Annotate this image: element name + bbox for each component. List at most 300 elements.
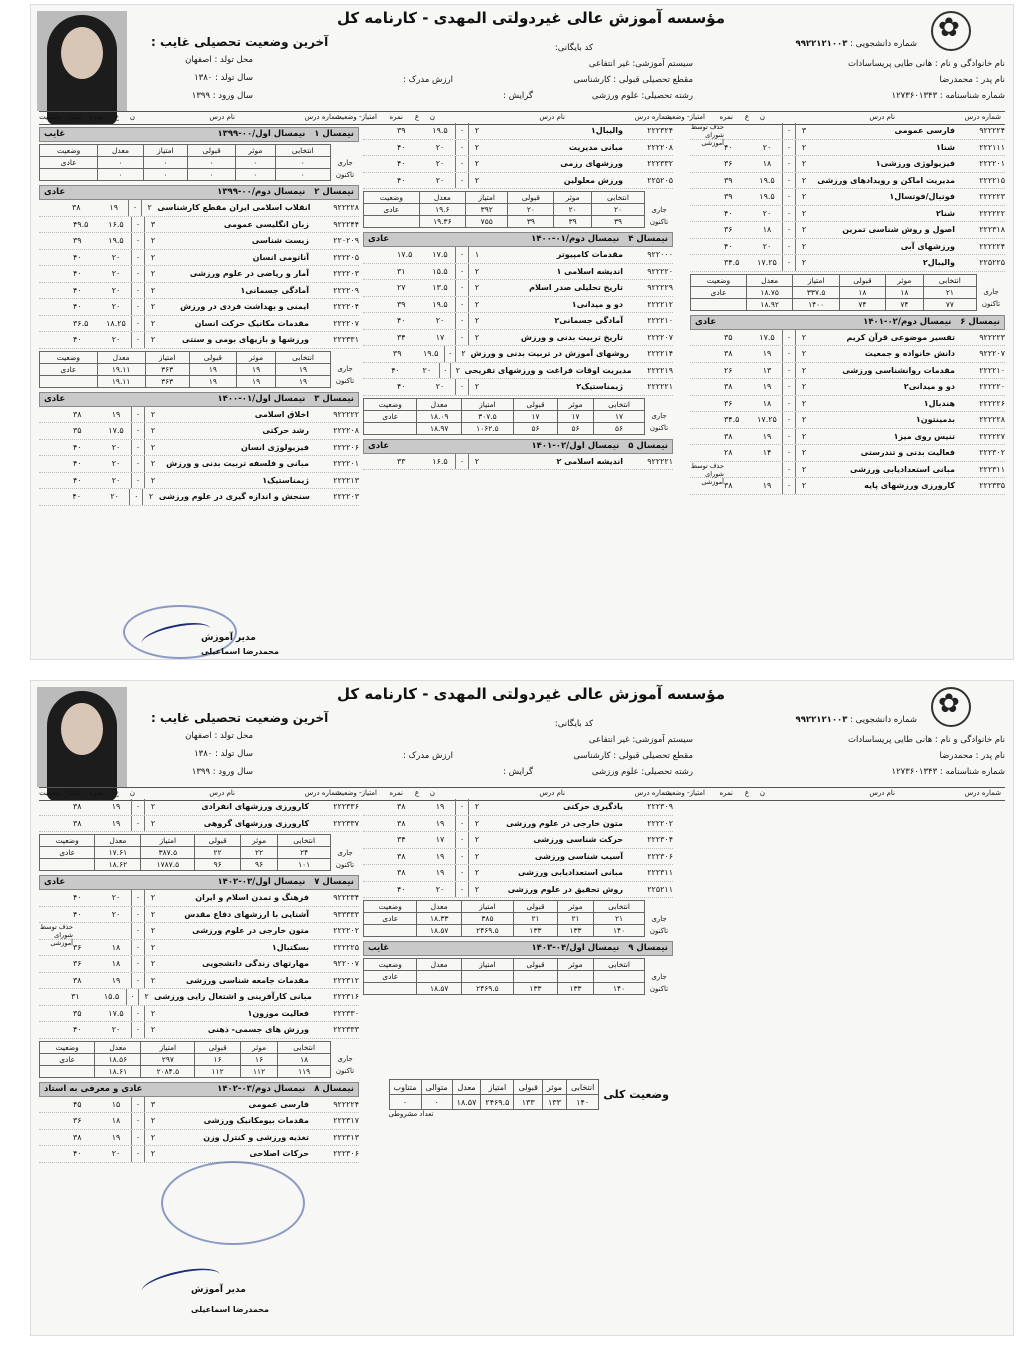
course-remark	[39, 250, 73, 266]
course-row	[363, 454, 673, 471]
course-grade: ۲۰	[111, 335, 121, 344]
course-row	[363, 330, 673, 347]
course-code: ۹۲۲۲۲۴	[333, 1099, 359, 1109]
course-grade: ۱۹	[111, 409, 121, 419]
summary-value	[40, 169, 98, 181]
course-units: ۲	[468, 297, 485, 313]
course-grade: ۱۸	[762, 159, 772, 168]
course-name: مدیریت اماکن و رویدادهای ورزشی	[817, 175, 955, 185]
course-units: ۲	[795, 478, 812, 494]
course-units: ۲	[144, 907, 161, 923]
course-units: ۲	[450, 363, 464, 379]
course-remark	[39, 890, 73, 906]
summary-value: ۰	[188, 169, 236, 181]
course-remark	[363, 173, 397, 189]
summary-header: امتیاز	[145, 351, 189, 363]
course-points: ۴۰	[724, 241, 733, 251]
course-code: ۲۲۲۲۰۸	[333, 426, 359, 435]
summary-value: ۷۵۵	[466, 216, 508, 228]
course-code: ۲۲۲۲۲۷	[979, 431, 1005, 441]
summary-header: قبولی	[188, 145, 236, 157]
course-remark	[39, 473, 73, 489]
course-practical: ۰	[128, 200, 141, 216]
course-points	[724, 123, 752, 139]
course-grade: ۱۸	[111, 959, 121, 968]
course-name: آمار و ریاضی در علوم ورزشی	[189, 269, 309, 278]
summary-value: ۰	[236, 157, 275, 169]
course-name: شنا۲	[935, 208, 955, 218]
summary-value: ۱۷۸۷.۵	[141, 859, 195, 871]
course-remark: حذف توسط شورای آموزشی	[690, 461, 724, 486]
summary-header: معدل	[95, 1041, 141, 1053]
course-units: ۲	[144, 316, 161, 332]
course-grade: ۲۰	[111, 1149, 121, 1158]
course-grade: ۱۹.۵	[432, 126, 448, 135]
summary-header: امتیاز	[461, 959, 513, 971]
course-code: ۲۲۲۲۱۰	[647, 316, 673, 325]
course-units: ۲	[468, 173, 485, 189]
course-practical: ۰	[131, 473, 144, 489]
course-row	[39, 316, 359, 333]
course-points: ۳۹	[724, 192, 733, 201]
course-code: ۲۲۲۳۰۲	[979, 448, 1005, 457]
course-remark	[363, 330, 397, 346]
summary-value: ۰	[188, 157, 236, 169]
course-units: ۲	[144, 407, 161, 423]
summary-row-label: تاکنون	[335, 1067, 355, 1075]
course-code: ۲۲۲۲۲۵	[333, 942, 359, 952]
father-row: نام پدر : محمدرضا	[939, 75, 1005, 85]
course-row	[690, 478, 1005, 495]
course-name: اخلاق اسلامی	[254, 409, 309, 419]
course-code: ۲۲۲۱۱۱	[979, 142, 1005, 152]
summary-value: ۹۶	[240, 859, 277, 871]
course-row	[39, 266, 359, 283]
summary-row-label: جاری	[337, 1055, 353, 1063]
course-code: ۲۲۲۳۳۱	[333, 335, 359, 344]
course-code: ۲۲۲۳۱۳	[333, 1132, 359, 1142]
course-code: ۲۲۲۲۱۴	[647, 349, 673, 358]
course-code: ۲۲۲۲۲۰	[979, 382, 1005, 391]
course-grade: ۱۹	[435, 818, 445, 828]
summary-header: قبولی	[195, 1041, 241, 1053]
summary-value: ۱۹.۳۶	[419, 216, 465, 228]
course-code: ۲۲۲۲۰۶	[333, 442, 359, 452]
summary-value	[557, 971, 593, 983]
course-name: حرکات اصلاحی	[249, 1149, 309, 1158]
course-name: آشنایی با ارزشهای دفاع مقدس	[184, 909, 309, 919]
course-row	[39, 799, 359, 816]
course-name: یادگیری حرکتی	[563, 802, 623, 811]
summary-row-label: جاری	[337, 848, 353, 857]
course-points: ۴۰	[72, 492, 81, 501]
course-grade: ۱۹.۵	[759, 175, 775, 185]
institute-title: مؤسسه آموزش عالی غیردولتی المهدی - کارنامه کل	[337, 9, 725, 27]
course-name: آمادگی جسمانی۲	[554, 316, 623, 325]
course-practical: ۰	[782, 412, 795, 428]
summary-header: انتخابی	[594, 959, 645, 971]
course-points: ۳۴	[397, 835, 406, 844]
summary-value: ۲۲	[195, 847, 241, 859]
course-units: ۲	[468, 330, 485, 346]
summary-header: انتخابی	[923, 274, 976, 286]
course-code: ۲۲۲۳۱۷	[333, 1116, 359, 1125]
course-name: مهارتهای زندگی دانشجویی	[202, 959, 309, 968]
course-remark	[39, 299, 73, 315]
summary-value: ۱۸.۹۷	[417, 422, 461, 434]
summary-value: ۱۸	[839, 286, 885, 298]
summary-header: وضعیت	[364, 959, 417, 971]
course-remark	[39, 1113, 73, 1129]
course-code: ۹۲۲۲۲۲	[333, 409, 359, 419]
summary-value: ۳۹۲	[466, 204, 508, 216]
course-remark	[39, 283, 73, 299]
course-row	[39, 1146, 359, 1163]
course-remark	[363, 832, 397, 848]
course-row	[363, 363, 673, 380]
course-practical: ۰	[131, 407, 144, 423]
birthplace-row: محل تولد : اصفهان	[185, 55, 253, 65]
signature-name: محمدرضا اسماعیلی	[201, 647, 279, 656]
course-points: ۴۰	[397, 142, 406, 152]
summary-header: وضعیت	[40, 145, 98, 157]
degree-row: مقطع تحصیلی قبولی : کارشناسی	[573, 751, 693, 761]
course-row	[363, 882, 673, 899]
course-practical: ۰	[439, 363, 450, 379]
course-name: مقدمات بیومکانیک ورزشی	[203, 1116, 309, 1125]
course-practical: ۰	[131, 1113, 144, 1129]
course-name: هندبال۱	[923, 398, 955, 408]
course-remark	[39, 816, 73, 832]
course-remark	[690, 222, 724, 238]
national-id-row: شماره شناسنامه : ۱۲۷۳۶۰۱۳۴۳	[891, 91, 1005, 101]
course-grade	[752, 462, 782, 478]
course-practical: ۰	[131, 1097, 144, 1113]
course-units: ۲	[468, 799, 485, 815]
summary-value: ۲۲	[240, 847, 277, 859]
column-header-bar: شماره درس نام درس ن ع نمره امتیاز- وضعیت شماره درس نام درس ن ع نمره امتیاز- وضعیت شماره درس نام درس ن ع نمره امتیاز- وضعیت	[39, 787, 1005, 801]
course-code: ۲۲۲۳۱۱	[647, 868, 673, 877]
course-remark	[690, 173, 724, 189]
summary-value: ۱۸.۵۷	[417, 983, 461, 995]
course-remark	[363, 849, 397, 865]
course-practical: ۰	[131, 1130, 144, 1146]
course-code: ۲۲۲۳۰۴	[647, 835, 673, 844]
term-summary-table	[39, 1041, 359, 1078]
course-units: ۲	[795, 206, 812, 222]
course-points: ۴۰	[397, 884, 406, 894]
course-remark	[39, 1130, 73, 1146]
course-grade: ۱۸	[111, 942, 121, 952]
course-practical: ۰	[455, 816, 468, 832]
course-practical: ۰	[782, 189, 795, 205]
term-summary-table	[39, 834, 359, 871]
summary-row-label: تاکنون	[649, 926, 669, 935]
overall-status-box: وضعیت کلی انتخابی موثر قبولی امتیاز معدل متوالی متناوب ۱۴۰ ۱۳۳ ۱۳۳ ۲۴۶۹.۵ ۱۸.۵۷ ۰ ۰ تعداد مشروطی	[389, 1079, 673, 1118]
course-name: شنا۱	[935, 142, 955, 152]
course-practical: ۰	[782, 445, 795, 461]
course-row	[690, 396, 1005, 413]
summary-header: انتخابی	[591, 192, 644, 204]
course-name: اصول و روش شناسی تمرین	[842, 225, 955, 234]
term-summary-table	[363, 958, 673, 995]
summary-header: موثر	[237, 351, 276, 363]
course-points: ۳۸	[73, 818, 82, 828]
course-grade: ۱۶.۵	[108, 219, 124, 229]
course-name: دو و میدانی۲	[903, 382, 955, 391]
course-code: ۲۲۰۲۰۹	[333, 236, 359, 245]
course-points: ۴۰	[73, 1149, 82, 1158]
summary-value: ۱۷	[557, 410, 593, 422]
summary-value: ۱۳۳	[557, 925, 593, 937]
summary-value: ۲۴	[278, 847, 331, 859]
course-code: ۹۲۲۰۰۰	[647, 250, 673, 259]
course-code: ۲۲۲۳۳۶	[333, 802, 359, 811]
course-remark	[363, 156, 397, 172]
course-code: ۲۲۲۲۰۳	[333, 269, 359, 278]
course-practical: ۰	[455, 799, 468, 815]
summary-header: معدل	[95, 835, 141, 847]
course-name: والیبال۲	[922, 258, 955, 267]
course-remark	[39, 456, 73, 472]
course-remark	[39, 1146, 73, 1162]
term-8-band: نیمسال ۸ نیمسال دوم/۰۳-۱۴۰۲ عادی و معرفی به استاد	[39, 1082, 359, 1097]
summary-value: ۲۰	[591, 204, 644, 216]
course-grade: ۱۹	[109, 203, 118, 212]
course-practical: ۰	[782, 363, 795, 379]
course-points: ۳۸	[724, 431, 733, 441]
course-remark	[363, 865, 397, 881]
course-points: ۳۸	[73, 802, 82, 811]
course-units: ۲	[795, 412, 812, 428]
overall-subheader: تعداد مشروطی	[388, 1110, 434, 1118]
summary-value: ۵۶	[513, 422, 557, 434]
course-row	[39, 816, 359, 833]
course-name: بدمینتون۱	[915, 415, 955, 424]
summary-header: وضعیت	[691, 274, 747, 286]
summary-value: ۱۴۰۰	[793, 298, 839, 310]
course-remark	[690, 330, 724, 346]
course-code: ۲۲۵۲۰۵	[647, 175, 673, 185]
summary-header: امتیاز	[793, 274, 839, 286]
signature-scribble-icon	[139, 1263, 222, 1303]
course-name: ژیمناستیک۱	[262, 475, 309, 485]
course-units: ۲	[468, 849, 485, 865]
transcript-page-2	[30, 680, 1014, 1336]
term-4-band: نیمسال ۴ نیمسال دوم/۰۱-۱۴۰۰ عادی	[363, 232, 673, 247]
summary-value: ۱۹.۱۱	[97, 363, 145, 375]
course-points: ۲۶	[724, 365, 733, 375]
course-name: مقدمات جامعه شناسی ورزشی	[185, 975, 309, 985]
course-row	[363, 280, 673, 297]
course-units: ۲	[795, 330, 812, 346]
course-points: ۴۹.۵	[73, 219, 89, 229]
entry-year-row: سال ورود : ۱۳۹۹	[191, 91, 253, 101]
course-name: تنیس روی میز۱	[893, 431, 955, 441]
course-remark	[39, 1022, 73, 1038]
course-remark	[363, 454, 397, 470]
course-points: ۳۵	[73, 1008, 82, 1018]
course-code: ۹۲۲۲۳۴	[333, 893, 359, 902]
course-code: ۹۳۳۳۳۳	[333, 909, 359, 919]
course-units: ۲	[795, 189, 812, 205]
course-name: روش تحقیق در علوم ورزشی	[507, 884, 623, 894]
course-practical: ۰	[131, 316, 144, 332]
summary-value: ۱۹	[276, 375, 331, 387]
diploma-grade-label: ارزش مدرک :	[403, 751, 453, 761]
course-practical: ۰	[131, 956, 144, 972]
course-grade: ۱۷.۵	[108, 1008, 124, 1018]
course-grade: ۱۹	[111, 818, 121, 828]
course-row	[39, 407, 359, 424]
summary-header: انتخابی	[278, 835, 331, 847]
course-row	[39, 332, 359, 349]
course-row	[39, 250, 359, 267]
course-remark	[363, 264, 397, 280]
summary-value: عادی	[691, 286, 747, 298]
course-points: ۳۹	[397, 126, 406, 135]
summary-value: عادی	[40, 363, 98, 375]
course-points: ۴۰	[724, 142, 733, 152]
course-points: ۳۸	[724, 349, 733, 358]
diploma-grade-label: ارزش مدرک :	[403, 75, 453, 85]
name-row: نام خانوادگی و نام : هانی طایی پریساسادات	[848, 735, 1005, 745]
course-row	[39, 973, 359, 990]
course-units: ۲	[144, 283, 161, 299]
course-grade: ۲۰	[422, 365, 432, 375]
summary-value: ۱۸.۰۹	[417, 410, 461, 422]
summary-header: معدل	[417, 398, 461, 410]
course-units: ۲	[144, 973, 161, 989]
course-points: ۴۰	[397, 382, 406, 391]
course-remark	[690, 156, 724, 172]
course-name: فارسی عمومی	[248, 1099, 309, 1109]
course-code: ۲۲۲۲۲۶	[979, 398, 1005, 408]
summary-value: ۳۸۷.۵	[141, 847, 195, 859]
course-name: تفسیر موضوعی قرآن کریم	[846, 332, 955, 342]
course-name: زبان انگلیسی عمومی	[223, 219, 309, 229]
course-units: ۲	[144, 332, 161, 348]
course-units: ۳	[795, 123, 812, 139]
course-remark	[39, 907, 73, 923]
course-points: ۳۴.۵	[724, 415, 740, 424]
course-code: ۲۲۲۳۰۶	[333, 1149, 359, 1158]
course-practical: ۰	[131, 890, 144, 906]
course-name: فیزیولوژی انسان	[241, 442, 309, 452]
field-row: رشته تحصیلی: علوم ورزشی	[591, 767, 693, 777]
summary-value	[513, 971, 557, 983]
institute-logo-icon	[931, 11, 971, 51]
course-points: ۳۶	[73, 959, 82, 968]
summary-value	[417, 971, 461, 983]
course-row	[363, 313, 673, 330]
course-row	[39, 217, 359, 234]
course-remark	[690, 189, 724, 205]
course-units: ۲	[144, 299, 161, 315]
course-units: ۲	[144, 233, 161, 249]
course-practical: ۰	[455, 280, 468, 296]
course-grade: ۲۰	[435, 382, 445, 391]
p2-column-middle	[363, 799, 673, 995]
course-units: ۲	[468, 264, 485, 280]
summary-header: وضعیت	[364, 192, 420, 204]
degree-row: مقطع تحصیلی قبولی : کارشناسی	[573, 75, 693, 85]
course-points: ۴۰	[397, 175, 406, 185]
summary-header: معدل	[746, 274, 792, 286]
course-practical: ۰	[131, 266, 144, 282]
course-row	[690, 429, 1005, 446]
name-row: نام خانوادگی و نام : هانی طایی پریساسادات	[848, 59, 1005, 69]
course-practical: ۰	[131, 250, 144, 266]
course-grade: ۲۰	[435, 159, 445, 168]
summary-value	[364, 925, 417, 937]
summary-header: امتیاز	[461, 901, 513, 913]
orientation-label: گرایش :	[503, 767, 533, 777]
summary-value: ۱۸	[885, 286, 923, 298]
course-grade: ۱۷.۲۵	[757, 258, 777, 267]
course-row	[363, 123, 673, 140]
course-units: ۲	[455, 346, 470, 362]
course-practical: ۰	[131, 1022, 144, 1038]
course-row	[39, 1006, 359, 1023]
course-points: ۴۰	[73, 459, 82, 468]
summary-value: ۱۱۲	[195, 1065, 241, 1077]
course-practical: ۰	[782, 396, 795, 412]
term-1-band: نیمسال ۱ نیمسال اول/۰۰-۱۳۹۹ غایب	[39, 127, 359, 142]
course-remark	[39, 973, 73, 989]
course-units: ۲	[144, 1146, 161, 1162]
course-points: ۳۸	[73, 409, 82, 419]
course-units: ۲	[144, 250, 161, 266]
summary-row-label: جاری	[337, 365, 353, 373]
course-name: مدیریت اوقات فراغت و ورزشهای تفریحی	[464, 365, 632, 375]
birth-year-row: سال تولد : ۱۳۸۰	[194, 73, 253, 83]
course-points: ۳۶	[724, 398, 733, 408]
summary-value: ۱۱۹	[278, 1065, 331, 1077]
course-code: ۹۲۲۲۲۰	[647, 266, 673, 276]
course-practical: ۰	[455, 379, 468, 395]
course-code: ۲۲۲۲۰۷	[333, 318, 359, 328]
course-units: ۲	[795, 346, 812, 362]
course-points: ۴۰	[73, 1025, 82, 1034]
course-units: ۲	[795, 255, 812, 271]
course-units: ۲	[468, 454, 485, 470]
course-remark	[39, 200, 72, 216]
course-remark: حذف توسط شورای آموزشی	[39, 923, 73, 947]
course-code: ۲۲۲۲۰۵	[333, 252, 359, 262]
course-practical: ۰	[131, 1146, 144, 1162]
course-points: ۴۰	[73, 909, 82, 919]
course-grade: ۱۳	[762, 365, 772, 375]
summary-value: ۱۹	[189, 363, 236, 375]
student-id-row: شماره دانشجویی : ۹۹۲۲۱۲۱۰۰۳	[795, 39, 917, 49]
course-remark	[39, 1006, 73, 1022]
course-name: فعالیت موزون۱	[247, 1008, 309, 1018]
course-remark	[690, 255, 724, 271]
course-code: ۲۲۲۲۲۱	[647, 382, 673, 391]
course-practical: ۰	[455, 247, 468, 263]
course-points: ۲۸	[724, 448, 733, 457]
course-row	[39, 940, 359, 957]
course-grade: ۱۶.۵	[432, 456, 448, 466]
signature-title: مدیر آموزش	[191, 1285, 246, 1295]
course-name: ورزش های جسمی- ذهنی	[207, 1025, 309, 1034]
course-row	[363, 816, 673, 833]
summary-value: ۱۶	[195, 1053, 241, 1065]
course-code: ۲۲۲۲۲۳	[979, 192, 1005, 201]
summary-value: ۲۴۶۹.۵	[461, 925, 513, 937]
course-grade: ۱۹	[435, 802, 445, 811]
